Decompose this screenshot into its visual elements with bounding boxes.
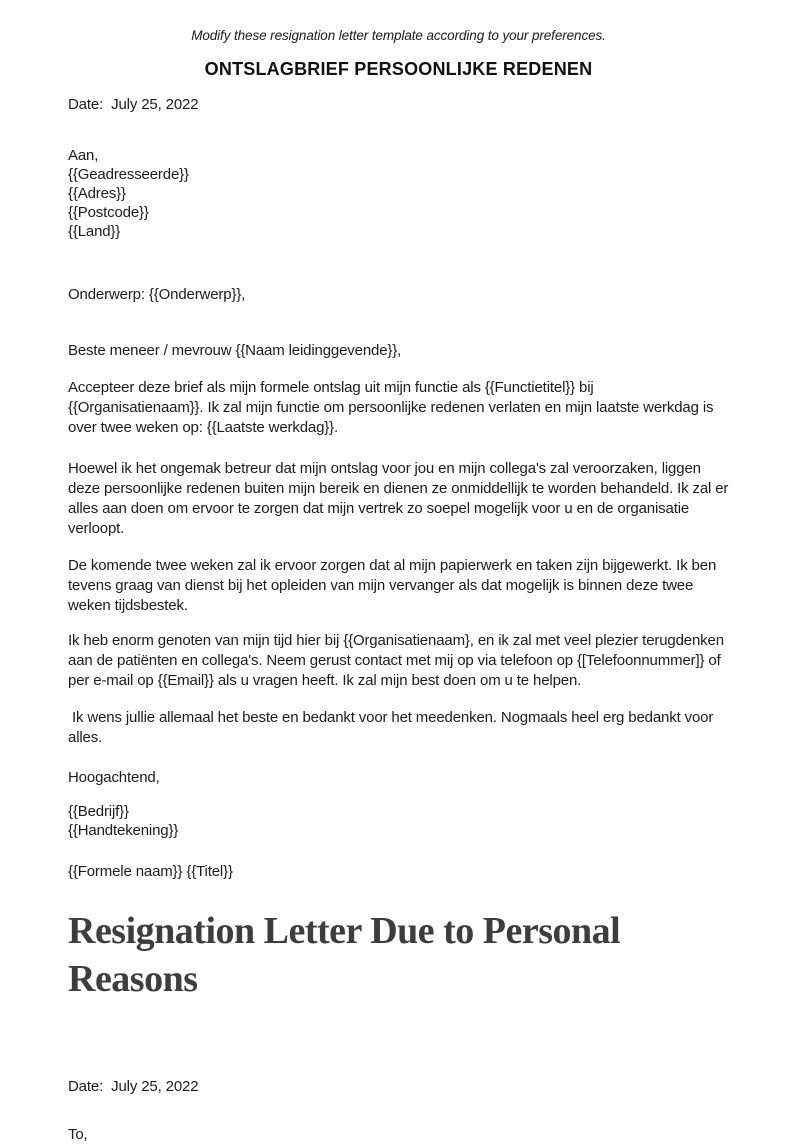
recipient-line-geadresseerde: {{Geadresseerde}} [68,166,189,183]
recipient-line-land: {{Land}} [68,223,121,240]
salutation: Beste meneer / mevrouw {{Naam leidinggevende}}, [68,342,402,359]
to-line: To, [68,1126,88,1143]
recipient-line-aan: Aan, [68,147,99,164]
signature-handwriting: {{Handtekening}} [68,822,179,839]
closing-salutation: Hoogachtend, [68,769,160,786]
body-paragraph-gratitude-contact: Ik heb enorm genoten van mijn tijd hier bij {{Organisatienaam}, en ik zal met veel plezier terugdenken aan de patiënten en collega's. Neem gerust contact met mij op via telefoon op {[Telefoonnummer]} of per e-mail op {{Email}} als u vragen heeft. Ik zal mijn best doen om u te helpen. [68,632,728,689]
date-line-second: Date: July 25, 2022 [68,1078,199,1095]
signature-block [68,802,729,840]
document-title: ONTSLAGBRIEF PERSOONLIJKE REDENEN [204,59,593,79]
body-paragraph-handover: De komende twee weken zal ik ervoor zorgen dat al mijn papierwerk en taken zijn bijgewerkt. Ik ben tevens graag van dienst bij het opleiden van mijn vervanger als dat mogelijk is binnen deze twee weken tijdsbestek. [68,557,721,614]
body-paragraph-regret: Hoewel ik het ongemak betreur dat mijn ontslag voor jou en mijn collega's zal veroorzaken, liggen deze persoonlijke redenen buiten mijn bereik en dienen ze onmiddellijk te worden behandeld. Ik zal er alles aan doen om ervoor te zorgen dat mijn vertrek zo soepel mogelijk voor u en de organisatie verloopt. [68,460,733,537]
body-paragraph-farewell: Ik wens jullie allemaal het beste en bedankt voor het meedenken. Nogmaals heel erg bedankt voor alles. [68,709,718,746]
recipient-block [68,146,729,241]
recipient-line-postcode: {{Postcode}} [68,204,149,221]
signoff-name-title: {{Formele naam}} {{Titel}} [68,863,233,880]
body-paragraph-resignation: Accepteer deze brief als mijn formele ontslag uit mijn functie als {{Functietitel}} bij {{Organisatienaam}}. Ik zal mijn functie om persoonlijke redenen verlaten en mijn laatste werkdag is over twee weken op: {{Laatste werkdag}}. [68,379,718,436]
subject-line: Onderwerp: {{Onderwerp}}, [68,286,246,303]
english-section-heading: Resignation Letter Due to Personal Reasons [68,910,630,1000]
date-line: Date: July 25, 2022 [68,96,199,113]
signature-company: {{Bedrijf}} [68,803,129,820]
recipient-line-adres: {{Adres}} [68,185,126,202]
template-instruction-note: Modify these resignation letter template according to your preferences. [191,28,606,43]
